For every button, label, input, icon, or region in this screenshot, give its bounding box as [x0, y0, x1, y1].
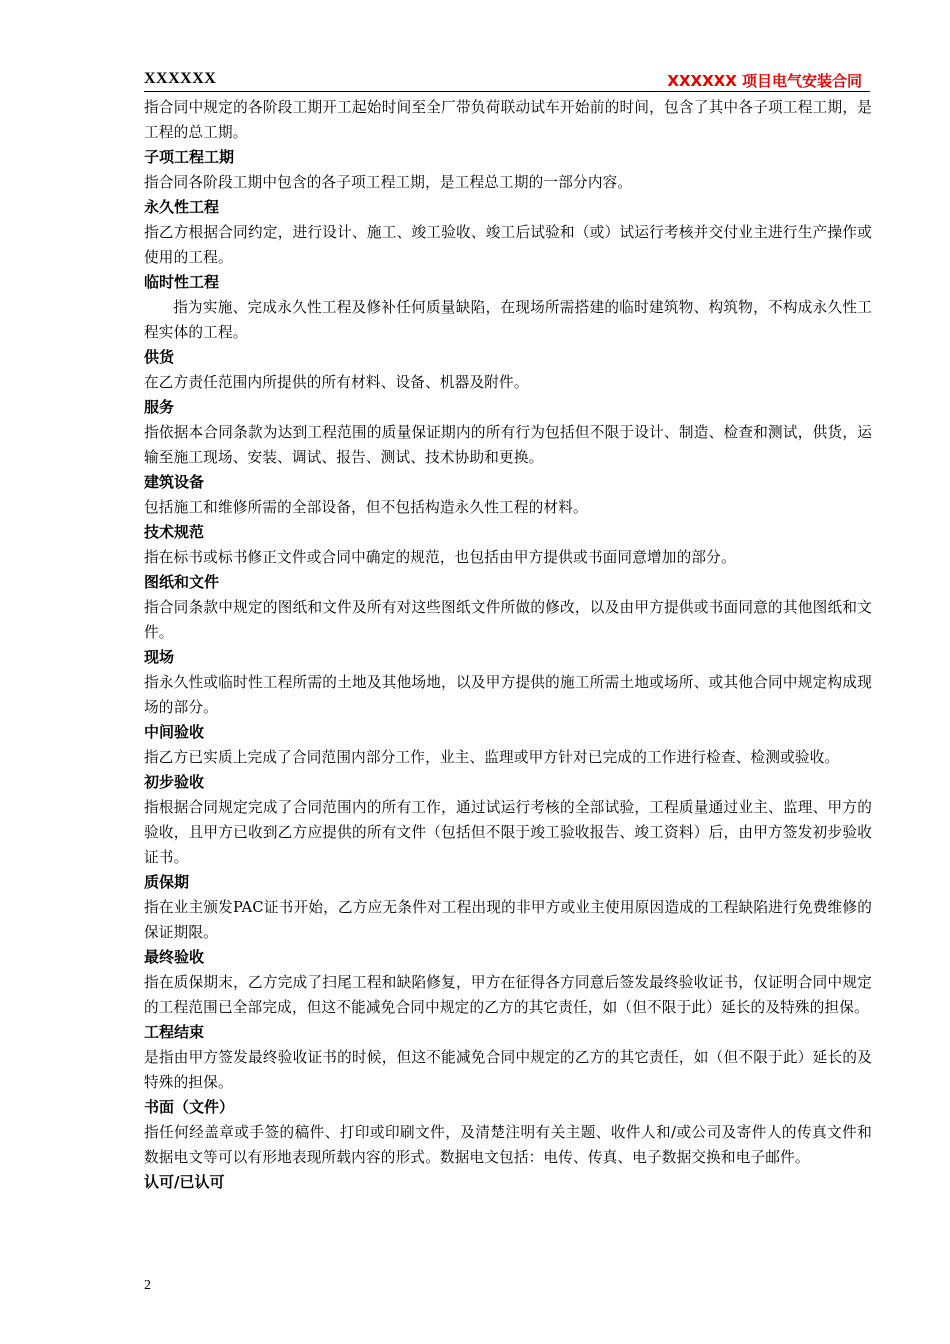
- header-left-title: XXXXXX: [144, 70, 217, 87]
- document-body: [144, 95, 872, 1195]
- definition-text: 是指由甲方签发最终验收证书的时候，但这不能减免合同中规定的乙方的其它责任，如（但不限于此）延长的及特殊的担保。: [144, 1049, 872, 1091]
- intro-paragraph: 指合同中规定的各阶段工期开工起始时间至全厂带负荷联动试车开始前的时间，包含了其中各子项工程工期，是工程的总工期。: [144, 99, 872, 141]
- definition-text: 指合同条款中规定的图纸和文件及所有对这些图纸文件所做的修改，以及由甲方提供或书面同意的其他图纸和文件。: [144, 599, 872, 641]
- definition-term: 工程结束: [144, 1023, 205, 1041]
- definition-text: 指乙方已实质上完成了合同范围内部分工作，业主、监理或甲方针对已完成的工作进行检查、检测或验收。: [144, 749, 840, 766]
- definition-term: 服务: [144, 398, 175, 416]
- definition-term: 供货: [144, 348, 175, 366]
- definition-text: 指根据合同规定完成了合同范围内的所有工作，通过试运行考核的全部试验，工程质量通过业主、监理、甲方的验收，且甲方已收到乙方应提供的所有文件（包括但不限于竣工验收报告、竣工资料）后，由甲方签发初步验收证书。: [144, 799, 872, 866]
- definition-term: 初步验收: [144, 773, 205, 791]
- definition-text: 指依据本合同条款为达到工程范围的质量保证期内的所有行为包括但不限于设计、制造、检查和测试，供货，运输至施工现场、安装、调试、报告、测试、技术协助和更换。: [144, 424, 872, 466]
- definition-term: 现场: [144, 648, 175, 666]
- definition-text: 指在标书或标书修正文件或合同中确定的规范，也包括由甲方提供或书面同意增加的部分。: [144, 549, 736, 566]
- definition-term: 中间验收: [144, 723, 205, 741]
- definition-text: 在乙方责任范围内所提供的所有材料、设备、机器及附件。: [144, 374, 529, 391]
- definition-term: 建筑设备: [144, 473, 205, 491]
- definition-term: 永久性工程: [144, 198, 220, 216]
- definition-term: 子项工程工期: [144, 148, 235, 166]
- definition-term: 认可/已认可: [144, 1173, 225, 1191]
- header-contract-title: XXXXXX 项目电气安装合同: [667, 72, 862, 90]
- definition-term: 质保期: [144, 873, 190, 891]
- page-number: 2: [144, 1278, 151, 1293]
- definition-term: 最终验收: [144, 948, 205, 966]
- definition-text: 指合同各阶段工期中包含的各子项工程工期，是工程总工期的一部分内容。: [144, 174, 633, 191]
- definition-term: 书面（文件）: [144, 1098, 235, 1116]
- definition-text: 指在业主颁发PAC证书开始，乙方应无条件对工程出现的非甲方或业主使用原因造成的工程缺陷进行免费维修的保证期限。: [144, 899, 872, 941]
- header-divider: [144, 91, 870, 92]
- definition-term: 技术规范: [144, 523, 205, 541]
- definition-text: 指永久性或临时性工程所需的土地及其他场地，以及甲方提供的施工所需土地或场所、或其他合同中规定构成现场的部分。: [144, 674, 872, 716]
- definition-text: 指为实施、完成永久性工程及修补任何质量缺陷，在现场所需搭建的临时建筑物、构筑物，不构成永久性工程实体的工程。: [144, 299, 872, 341]
- definition-term: 图纸和文件: [144, 573, 220, 591]
- definition-term: 临时性工程: [144, 273, 220, 291]
- definition-text: 包括施工和维修所需的全部设备，但不包括构造永久性工程的材料。: [144, 499, 588, 516]
- definition-text: 指任何经盖章或手签的稿件、打印或印刷文件，及清楚注明有关主题、收件人和/或公司及寄件人的传真文件和数据电文等可以有形地表现所载内容的形式。数据电文包括：电传、传真、电子数据交换和电子邮件。: [144, 1124, 872, 1166]
- definition-text: 指在质保期末，乙方完成了扫尾工程和缺陷修复，甲方在征得各方同意后签发最终验收证书，仅证明合同中规定的工程范围已全部完成，但这不能减免合同中规定的乙方的其它责任，如（但不限于此）延长的及特殊的担保。: [144, 974, 872, 1016]
- definition-list: [144, 145, 872, 1195]
- definition-text: 指乙方根据合同约定，进行设计、施工、竣工验收、竣工后试验和（或）试运行考核并交付业主进行生产操作或使用的工程。: [144, 224, 872, 266]
